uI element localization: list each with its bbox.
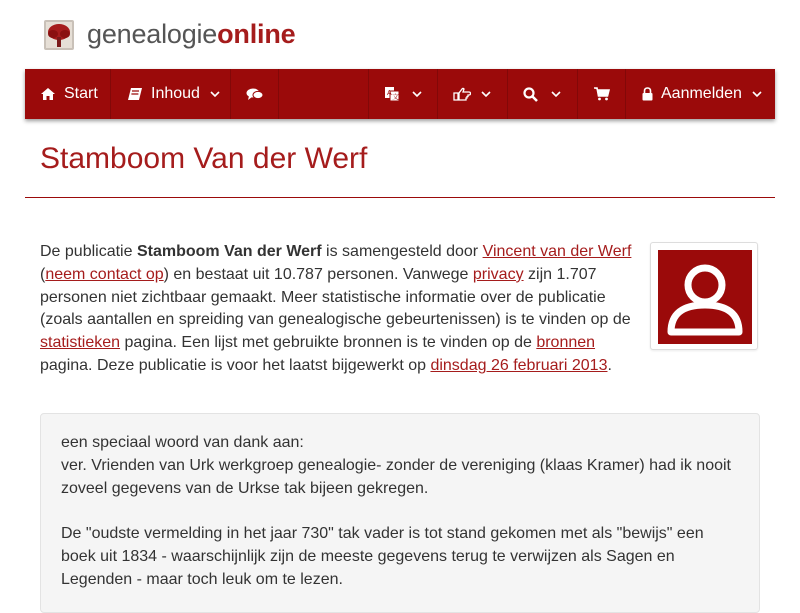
nav-login[interactable] — [626, 69, 775, 119]
intro-text: ) en bestaat uit 10.787 personen. Vanwege — [163, 265, 473, 283]
page-title: Stamboom Van der Werf — [40, 142, 368, 175]
lock-icon — [642, 87, 653, 101]
acknowledgement-box — [40, 413, 760, 613]
intro-text: pagina. Deze publicatie is voor het laatst bijgewerkt op — [40, 356, 431, 374]
author-avatar[interactable] — [650, 242, 758, 350]
author-link[interactable]: Vincent van der Werf — [482, 243, 632, 260]
nav-inhoud[interactable] — [111, 69, 231, 119]
publication-name: Stamboom Van der Werf — [136, 243, 322, 260]
svg-text:A: A — [387, 90, 392, 97]
nav-inhoud-label: Inhoud — [151, 85, 200, 102]
last-updated-link[interactable]: dinsdag 26 februari 2013 — [430, 356, 608, 374]
tree-logo-icon[interactable] — [44, 20, 74, 50]
chevron-down-icon — [210, 91, 220, 98]
nav-cart[interactable] — [578, 69, 626, 119]
nav-start[interactable] — [25, 69, 111, 119]
intro-text: zijn 1.707 personen niet zichtbaar gemaakt. Meer statistische informatie over de publicatie (zoals aantallen en spreiding van genealogische gebeurtenissen) is te vinden op de — [40, 265, 631, 329]
intro-text: . — [607, 356, 612, 374]
nav-spacer — [279, 69, 368, 119]
nav-search[interactable] — [508, 69, 578, 119]
comments-icon — [246, 87, 264, 101]
statistics-link[interactable]: statistieken — [40, 334, 121, 352]
title-divider — [25, 197, 775, 198]
home-icon — [40, 87, 56, 101]
svg-text:文: 文 — [392, 94, 399, 101]
contact-link[interactable]: neem contact op — [45, 265, 164, 283]
main-navbar — [25, 69, 775, 119]
book-icon — [127, 87, 143, 101]
nav-start-label: Start — [64, 85, 98, 102]
sources-link[interactable]: bronnen — [536, 334, 596, 352]
search-icon — [523, 87, 538, 102]
nav-language[interactable] — [368, 69, 438, 119]
intro-text: ( — [40, 265, 46, 283]
intro-text: De publicatie — [40, 243, 137, 260]
nav-login-label: Aanmelden — [661, 85, 742, 102]
user-avatar-icon — [658, 250, 752, 344]
translate-icon — [384, 86, 400, 102]
privacy-link[interactable]: privacy — [472, 265, 524, 283]
site-header — [0, 0, 800, 69]
site-logo[interactable] — [87, 17, 295, 51]
chevron-down-icon — [551, 91, 561, 98]
note-paragraph: De "oudste vermelding in het jaar 730" tak vader is tot stand gekomen met als "bewijs" een boek uit 1834 - waarschijnlijk zijn de meeste gegevens terug te verwijzen als Sagen en Legenden - maar toch leuk om te lezen. — [61, 525, 704, 588]
cart-icon — [594, 87, 610, 101]
chevron-down-icon — [412, 91, 422, 98]
logo-text-part2: online — [217, 19, 296, 49]
nav-forum[interactable] — [231, 69, 279, 119]
intro-text: pagina. Een lijst met gebruikte bronnen is te vinden op de — [120, 334, 537, 352]
note-line: ver. Vrienden van Urk werkgroep genealogie- zonder de vereniging (klaas Kramer) had ik nooit zoveel gegevens van de Urkse tak bijeen gekregen. — [61, 456, 731, 497]
note-line: een speciaal woord van dank aan: — [61, 434, 304, 451]
nav-pointer-menu[interactable] — [438, 69, 508, 119]
publication-intro — [40, 241, 634, 378]
hand-pointing-icon — [453, 87, 471, 101]
logo-text-part1: genealogie — [87, 19, 218, 49]
chevron-down-icon — [752, 91, 762, 98]
intro-text: is samengesteld door — [321, 243, 483, 260]
chevron-down-icon — [481, 91, 491, 98]
